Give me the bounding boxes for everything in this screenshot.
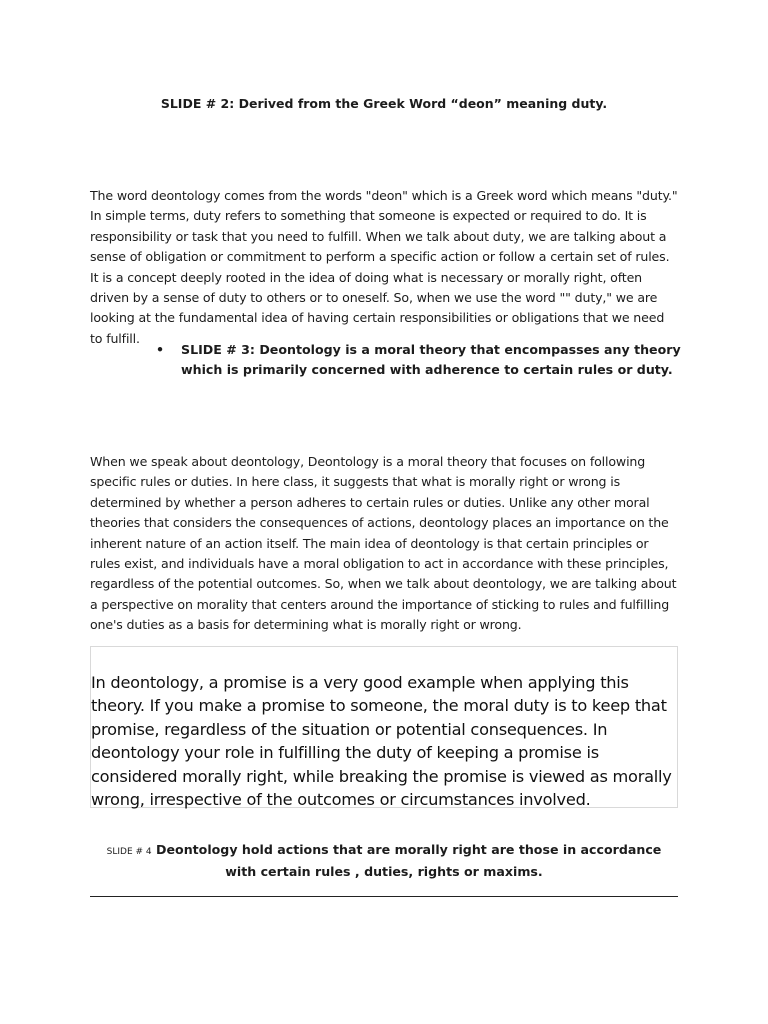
slide-2-heading: SLIDE # 2: Derived from the Greek Word “deon” meaning duty. <box>160 96 608 111</box>
slide-4-heading-block <box>100 840 668 881</box>
promise-example-callout <box>90 646 678 808</box>
bullet-icon: • <box>156 342 165 357</box>
slide-4-heading: Deontology hold actions that are morally right are those in accordance with certain rules , duties, rights or maxims. <box>156 842 662 879</box>
deontology-definition-paragraph: The word deontology comes from the words "deon" which is a Greek word which means "duty." In simple terms, duty refers to something that someone is expected or required to do. It is responsibility or task that you need to fulfill. When we talk about duty, we are talking about a sense of obligation or commitment to perform a specific action or follow a certain set of rules. It is a concept deeply rooted in the idea of doing what is necessary or morally right, often driven by a sense of duty to others or to oneself. So, when we use the word "" duty," we are looking at the fundamental idea of having certain responsibilities or obligations that we need to fulfill. <box>90 188 678 346</box>
slide-4-label: SLIDE # 4 <box>106 847 152 857</box>
deontology-explanation-paragraph: When we speak about deontology, Deontology is a moral theory that focuses on following specific rules or duties. In here class, it suggests that what is morally right or wrong is determined by whether a person adheres to certain rules or duties. Unlike any other moral theories that considers the consequences of actions, deontology places an importance on the inherent nature of an action itself. The main idea of deontology is that certain principles or rules exist, and individuals have a moral obligation to act in accordance with these principles, regardless of the potential outcomes. So, when we talk about deontology, we are talking about a perspective on morality that centers around the importance of sticking to rules and fulfilling one's duties as a basis for determining what is morally right or wrong. <box>90 454 677 633</box>
promise-example-text: In deontology, a promise is a very good example when applying this theory. If you make a promise to someone, the moral duty is to keep that promise, regardless of the situation or potential consequences. In deontology your role in fulfilling the duty of keeping a promise is considered morally right, while breaking the promise is viewed as morally wrong, irrespective of the outcomes or circumstances involved. <box>91 673 672 810</box>
slide-3-heading: SLIDE # 3: Deontology is a moral theory that encompasses any theory which is primarily concerned with adherence to certain rules or duty. <box>181 342 681 377</box>
horizontal-divider <box>90 896 678 897</box>
